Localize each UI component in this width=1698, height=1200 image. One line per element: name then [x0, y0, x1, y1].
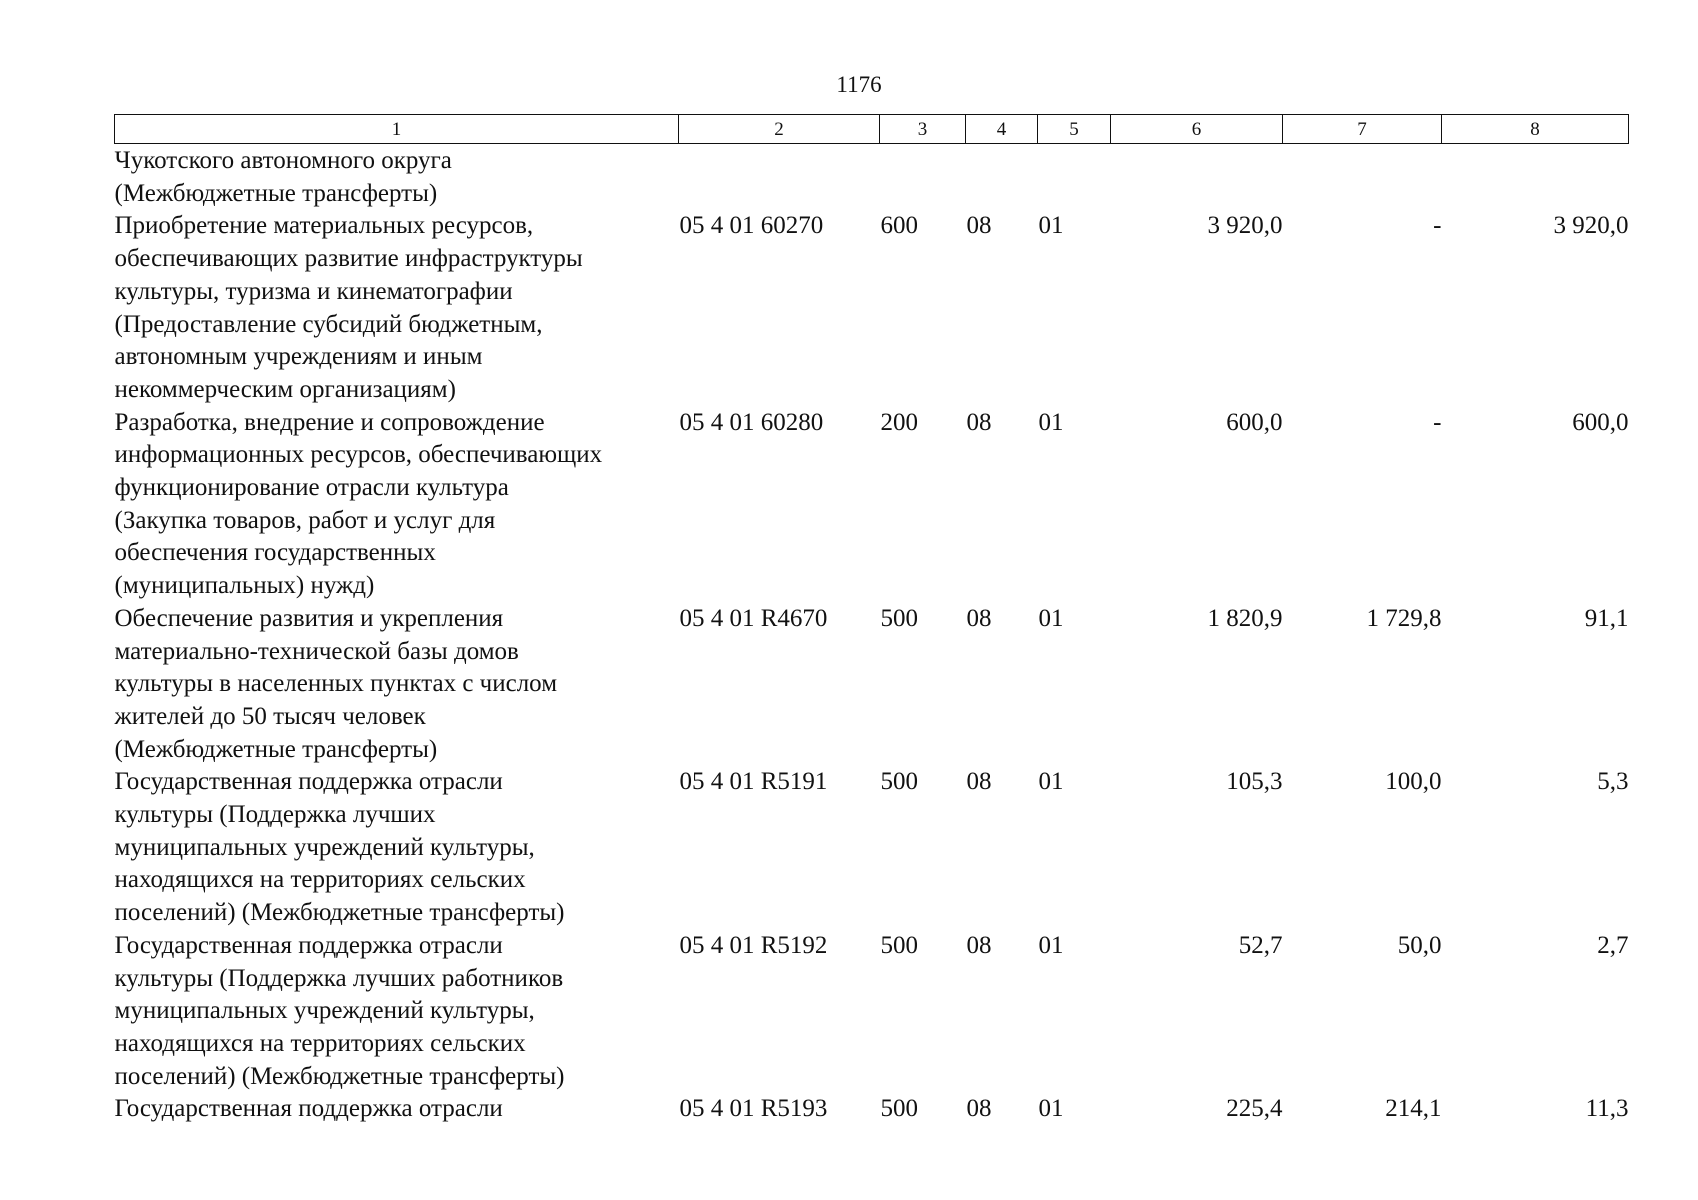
- row-amount: 105,3: [1226, 768, 1283, 796]
- row-regional: 600,0: [1572, 408, 1629, 436]
- row-section: 08: [966, 931, 992, 959]
- row-subsection: 01: [1038, 768, 1064, 796]
- row-expense-kind: 500: [880, 1095, 918, 1123]
- row-regional: 3 920,0: [1553, 212, 1629, 240]
- row-federal: [1283, 144, 1442, 211]
- row-federal: -: [1433, 408, 1442, 436]
- row-subsection: 01: [1038, 1095, 1064, 1123]
- row-federal: 1 729,8: [1366, 604, 1442, 632]
- row-description: Чукотского автономного округа (Межбюджетные трансферты): [114, 147, 452, 207]
- table-row: [115, 210, 1629, 406]
- row-target-code: 05 4 01 60270: [679, 212, 824, 240]
- row-amount: 600,0: [1226, 408, 1283, 436]
- row-subsection: 01: [1038, 408, 1064, 436]
- row-expense-kind: 500: [880, 604, 918, 632]
- table-row: [115, 603, 1629, 767]
- budget-table: [114, 114, 1629, 1126]
- table-row: [115, 144, 1629, 211]
- header-col-6: 6: [1111, 115, 1283, 144]
- row-section: [966, 144, 1038, 211]
- row-description: Государственная поддержка отрасли: [114, 1095, 503, 1123]
- row-federal: 50,0: [1397, 931, 1442, 959]
- row-description: Разработка, внедрение и сопровождение информационных ресурсов, обеспечивающих функционирование отрасли культура (Закупка товаров, работ и услуг для обеспечения государственных (муниципальных) нужд): [114, 408, 603, 600]
- row-amount: 1 820,9: [1207, 604, 1283, 632]
- page-number: 1176: [836, 72, 882, 97]
- header-col-7: 7: [1283, 115, 1442, 144]
- row-target-code: 05 4 01 R5193: [679, 1095, 828, 1123]
- table-row: [115, 1093, 1629, 1126]
- row-amount: 225,4: [1226, 1095, 1283, 1123]
- row-description: Приобретение материальных ресурсов, обеспечивающих развитие инфраструктуры культуры, туризма и кинематографии (Предоставление субсидий бюджетным, автономным учреждениям и иным некоммерческим организациям): [114, 212, 583, 403]
- row-target-code: [679, 144, 880, 211]
- row-section: 08: [966, 1095, 992, 1123]
- header-col-1: 1: [115, 115, 679, 144]
- row-expense-kind: 500: [880, 931, 918, 959]
- row-target-code: 05 4 01 60280: [679, 408, 824, 436]
- row-regional: 2,7: [1597, 931, 1629, 959]
- row-amount: [1111, 144, 1283, 211]
- row-subsection: 01: [1038, 212, 1064, 240]
- header-col-8: 8: [1442, 115, 1629, 144]
- table-header: [115, 115, 1629, 144]
- row-section: 08: [966, 408, 992, 436]
- table-row: [115, 930, 1629, 1094]
- row-regional: [1442, 144, 1629, 211]
- row-subsection: 01: [1038, 931, 1064, 959]
- row-section: 08: [966, 604, 992, 632]
- row-section: 08: [966, 212, 992, 240]
- table-row: [115, 407, 1629, 603]
- row-amount: 52,7: [1238, 931, 1283, 959]
- row-federal: 214,1: [1385, 1095, 1442, 1123]
- row-regional: 11,3: [1585, 1095, 1629, 1123]
- row-federal: -: [1433, 212, 1442, 240]
- header-col-5: 5: [1038, 115, 1111, 144]
- row-regional: 5,3: [1597, 768, 1629, 796]
- row-description: Обеспечение развития и укрепления материально-технической базы домов культуры в населенных пунктах с числом жителей до 50 тысяч человек (Межбюджетные трансферты): [114, 604, 558, 763]
- row-subsection: 01: [1038, 604, 1064, 632]
- row-regional: 91,1: [1584, 604, 1629, 632]
- row-amount: 3 920,0: [1207, 212, 1283, 240]
- table-body: [115, 144, 1629, 1127]
- row-expense-kind: 600: [880, 212, 918, 240]
- row-expense-kind: 200: [880, 408, 918, 436]
- row-target-code: 05 4 01 R5191: [679, 768, 828, 796]
- row-subsection: [1038, 144, 1111, 211]
- row-section: 08: [966, 768, 992, 796]
- row-target-code: 05 4 01 R5192: [679, 931, 828, 959]
- header-row: [115, 115, 1629, 144]
- header-col-2: 2: [679, 115, 880, 144]
- header-col-4: 4: [966, 115, 1038, 144]
- table-row: [115, 766, 1629, 930]
- row-expense-kind: 500: [880, 768, 918, 796]
- row-description: Государственная поддержка отрасли культуры (Поддержка лучших муниципальных учреждений культуры, находящихся на территориях сельских поселений) (Межбюджетные трансферты): [114, 768, 565, 927]
- row-target-code: 05 4 01 R4670: [679, 604, 828, 632]
- row-federal: 100,0: [1385, 768, 1442, 796]
- row-description: Государственная поддержка отрасли культуры (Поддержка лучших работников муниципальных учреждений культуры, находящихся на территориях сельских поселений) (Межбюджетные трансферты): [114, 931, 565, 1090]
- row-expense-kind: [880, 144, 966, 211]
- header-col-3: 3: [880, 115, 966, 144]
